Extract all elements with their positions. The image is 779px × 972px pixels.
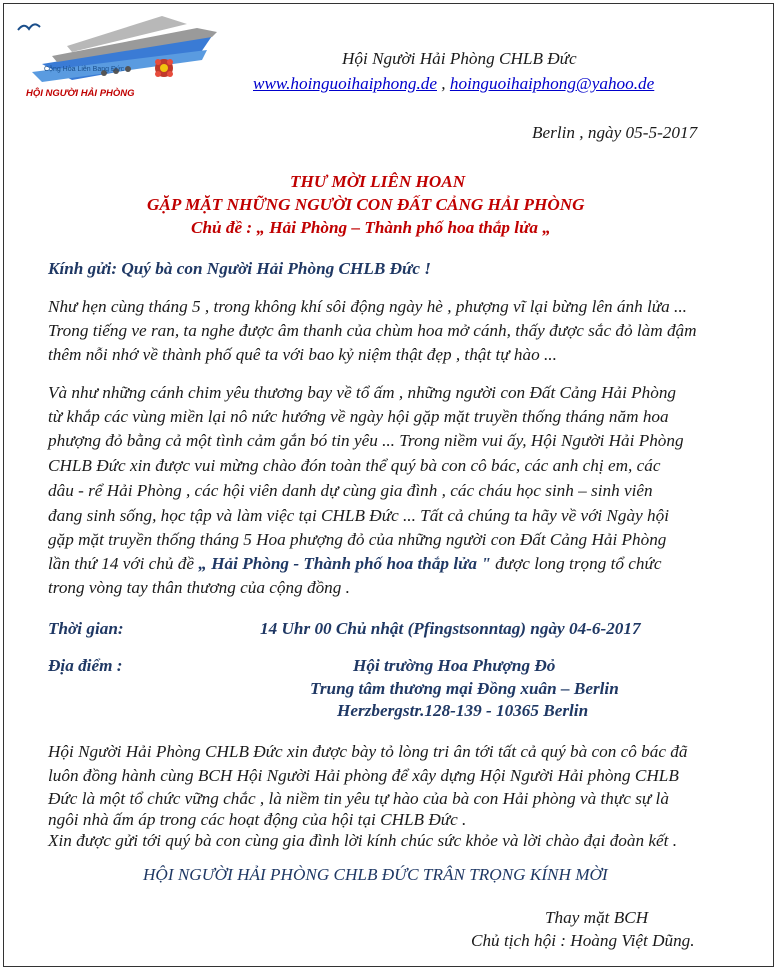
closing-line: HỘI NGƯỜI HẢI PHÒNG CHLB ĐỨC TRÂN TRỌNG KÍNH MỜI xyxy=(143,865,608,884)
association-logo xyxy=(12,10,232,106)
website-link[interactable]: www.hoinguoihaiphong.de xyxy=(253,74,437,93)
para2-line: từ khắp các vùng miền lại nô nức hướng về ngày hội gặp mặt truyền thống tháng năm hoa xyxy=(48,407,669,426)
para2-line: Và như những cánh chim yêu thương bay về tổ ấm , những người con Đất Cảng Hải Phòng xyxy=(48,383,677,402)
para2-theme: „ Hải Phòng - Thành phố hoa thắp lửa " xyxy=(198,554,491,573)
place-line-3: Herzbergstr.128-139 - 10365 Berlin xyxy=(337,701,589,720)
para2-theme-before: lần thứ 14 với chủ đề xyxy=(48,554,199,573)
email-link[interactable]: hoinguoihaiphong@yahoo.de xyxy=(449,74,655,93)
para2-line: trong vòng tay thân thương của cộng đồng . xyxy=(48,578,350,597)
para2-line: đang sinh sống, học tập và làm việc tại CHLB Đức ... Tất cả chúng ta hãy về với Ngày hội xyxy=(48,506,669,525)
para2-theme-after: được long trọng tổ chức xyxy=(490,554,662,573)
para3-line: Xin được gửi tới quý bà con cùng gia đình lời kính chúc sức khỏe và lời chào đại đoàn kết . xyxy=(48,831,678,850)
para2-line: CHLB Đức xin được vui mừng chào đón toàn thể quý bà con cô bác, các anh chị em, các xyxy=(48,456,661,475)
header-contact xyxy=(253,72,654,95)
para2-line-theme xyxy=(48,552,661,575)
para3-line: luôn đồng hành cùng BCH Hội Người Hải phòng để xây dựng Hội Người Hải phòng CHLB xyxy=(48,766,679,785)
place-label: Địa điểm : xyxy=(48,656,123,675)
para1-line: thêm nỗi nhớ về thành phố quê ta với bao kỷ niệm thật đẹp , thật tự hào ... xyxy=(48,345,557,364)
para2-line: dâu - rể Hải Phòng , các hội viên danh dự cùng gia đình , các cháu học sinh – sinh viên xyxy=(48,481,653,500)
para3-line: Đức là một tổ chức vững chắc , là niềm tin yêu tự hào của bà con Hải phòng và thực sự là xyxy=(48,789,669,808)
title-line-2: GẶP MẶT NHỮNG NGƯỜI CON ĐẤT CẢNG HẢI PHÒNG xyxy=(147,195,585,214)
logo-name-text: HỘI NGƯỜI HẢI PHÒNG xyxy=(26,88,135,99)
title-line-1: THƯ MỜI LIÊN HOAN xyxy=(290,172,466,191)
para3-line: ngôi nhà ấm áp trong các hoạt động của hội tại CHLB Đức . xyxy=(48,810,467,829)
para3-line: Hội Người Hải Phòng CHLB Đức xin được bày tỏ lòng tri ân tới tất cả quý bà con cô bác đã xyxy=(48,742,688,761)
title-line-3: Chủ đề : „ Hải Phòng – Thành phố hoa thắp lửa „ xyxy=(191,218,551,237)
place-line-2: Trung tâm thương mại Đồng xuân – Berlin xyxy=(310,679,619,698)
time-value: 14 Uhr 00 Chủ nhật (Pfingstsonntag) ngày 04-6-2017 xyxy=(260,619,641,638)
para2-line: phượng đỏ bằng cả một tình cảm gắn bó tin yêu ... Trong niềm vui ấy, Hội Người Hải Phòng xyxy=(48,431,684,450)
salutation: Kính gửi: Quý bà con Người Hải Phòng CHLB Đức ! xyxy=(48,259,431,278)
para1-line: Như hẹn cùng tháng 5 , trong không khí sôi động ngày hè , phượng vĩ lại bừng lên ánh lửa ... xyxy=(48,297,687,316)
date-line: Berlin , ngày 05-5-2017 xyxy=(532,123,698,142)
header-org-name: Hội Người Hải Phòng CHLB Đức xyxy=(342,49,577,68)
place-line-1: Hội trường Hoa Phượng Đỏ xyxy=(353,656,556,675)
para2-line: gặp mặt truyền thống tháng 5 Hoa phượng đỏ của những người con Đất Cảng Hải Phòng xyxy=(48,530,667,549)
contact-separator: , xyxy=(441,74,446,93)
time-label: Thời gian: xyxy=(48,619,124,638)
signature-line-2: Chủ tịch hội : Hoàng Việt Dũng. xyxy=(471,931,695,950)
signature-line-1: Thay mặt BCH xyxy=(545,908,649,927)
logo-country-text: Cộng Hòa Liên Bang Đức xyxy=(44,66,125,73)
para1-line: Trong tiếng ve ran, ta nghe được âm thanh của chùm hoa mở cánh, thấy được sắc đỏ làm đậm xyxy=(48,321,697,340)
